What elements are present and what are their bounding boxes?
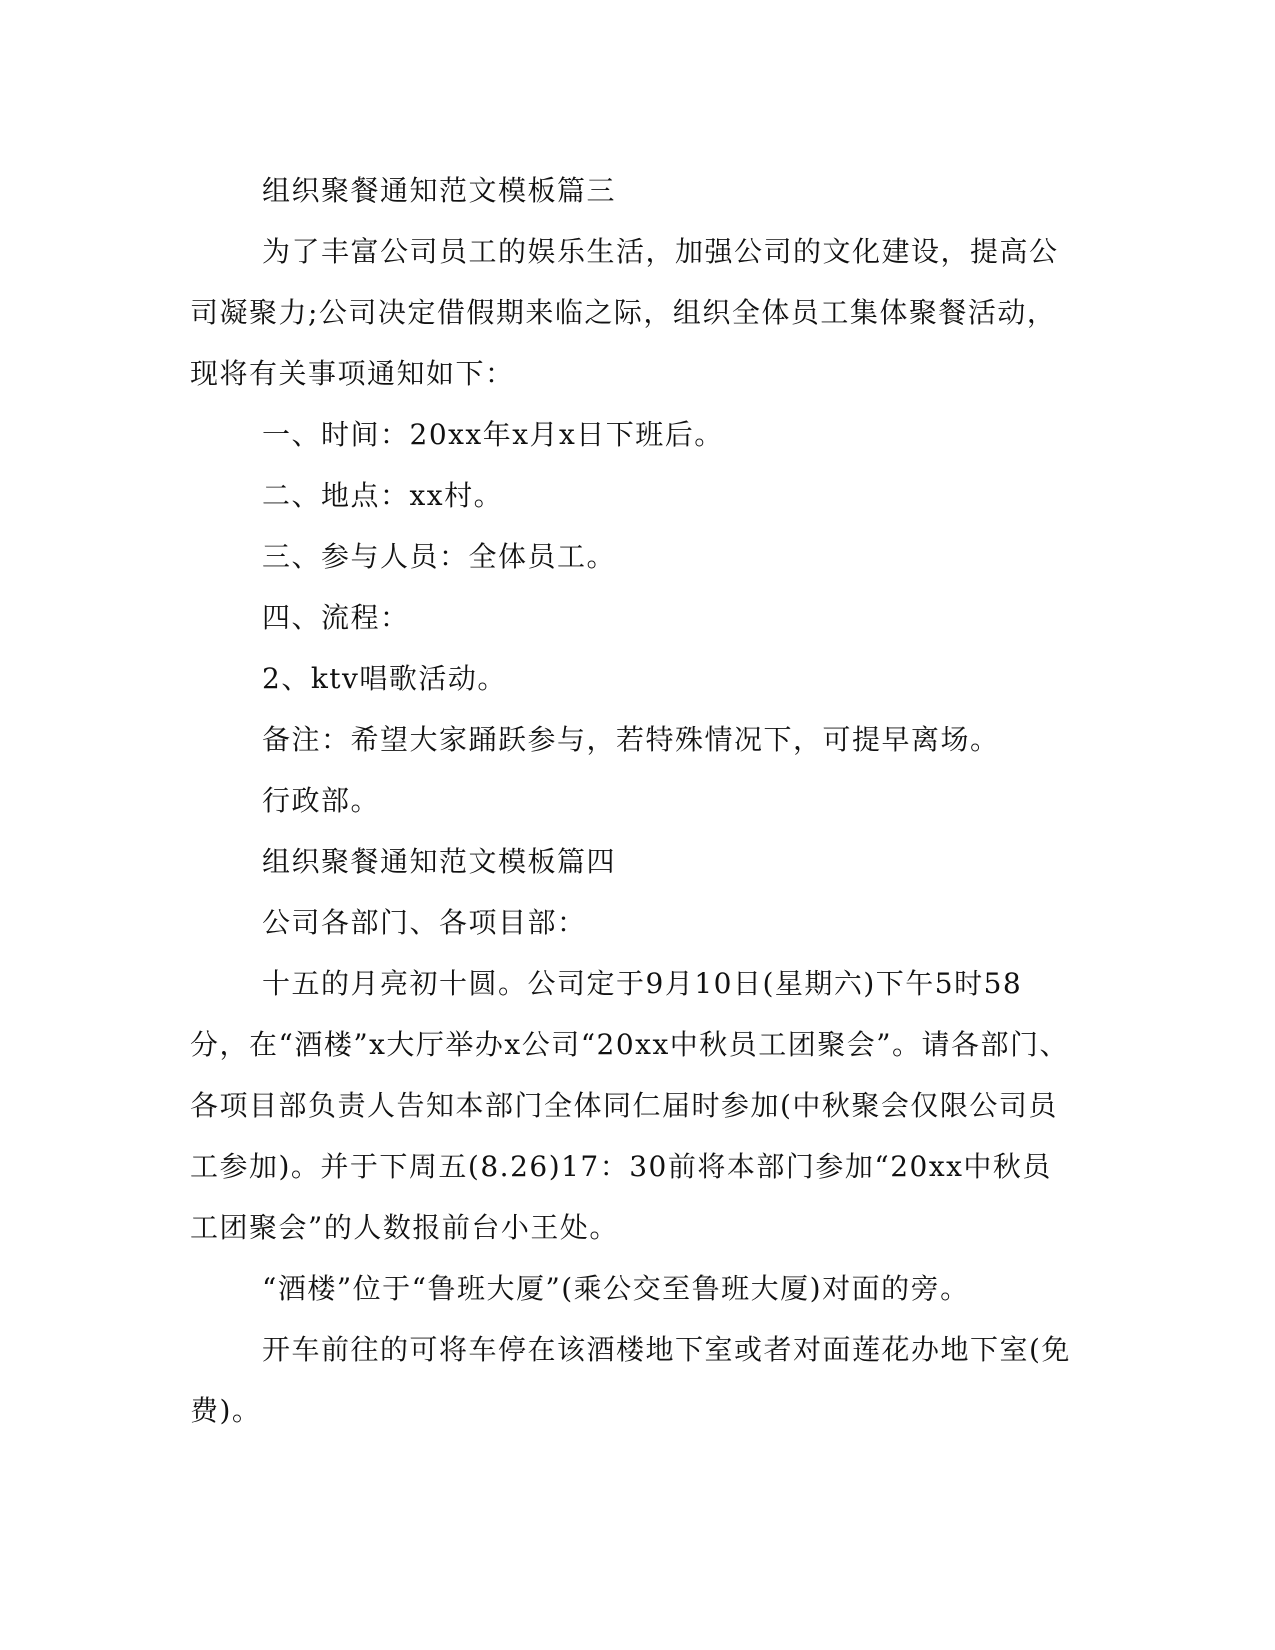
item-ktv: 2、ktv唱歌活动。: [262, 662, 507, 695]
item-location: 二、地点：xx村。: [262, 479, 504, 512]
section-title-part-three: 组织聚餐通知范文模板篇三: [262, 174, 617, 207]
event-paragraph: 十五的月亮初十圆。公司定于9月10日(星期六)下午5时58分，在“酒楼”x大厅举办x公司“20xx中秋员工团聚会”。请各部门、各项目部负责人告知本部门全体同仁届时参加(中秋聚会仅限公司员工参加)。并于下周五(8.26)17：30前将本部门参加“20xx中秋员工团聚会”的人数报前台小王处。: [190, 967, 1070, 1244]
parking-paragraph: 开车前往的可将车停在该酒楼地下室或者对面莲花办地下室(免费)。: [190, 1333, 1071, 1427]
venue-paragraph: “酒楼”位于“鲁班大厦”(乘公交至鲁班大厦)对面的旁。: [262, 1272, 970, 1305]
document-body: [190, 160, 1080, 1441]
note-paragraph: 备注：希望大家踊跃参与，若特殊情况下，可提早离场。: [262, 723, 1000, 756]
signature-department: 行政部。: [262, 784, 381, 817]
item-time: 一、时间：20xx年x月x日下班后。: [262, 418, 724, 451]
item-participants: 三、参与人员：全体员工。: [262, 540, 617, 573]
intro-paragraph: 为了丰富公司员工的娱乐生活，加强公司的文化建设，提高公司凝聚力;公司决定借假期来临之际，组织全体员工集体聚餐活动，现将有关事项通知如下：: [190, 235, 1059, 390]
section-title-part-four: 组织聚餐通知范文模板篇四: [262, 845, 617, 878]
item-process: 四、流程：: [262, 601, 410, 634]
salutation: 公司各部门、各项目部：: [262, 906, 587, 939]
